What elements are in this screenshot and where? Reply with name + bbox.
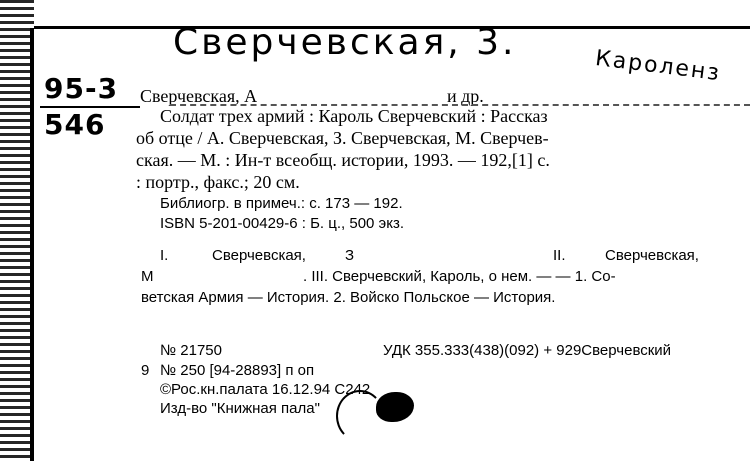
entry-heading-tail: и др.	[447, 86, 484, 106]
shelfmark-bottom: 546	[44, 108, 106, 141]
tracing-roman-2: II.	[553, 247, 566, 264]
record-number-2: № 250 [94-28893] п оп	[160, 362, 315, 379]
title-line-4: : портр., факс.; 20 см.	[136, 172, 300, 192]
entry-heading-name: Сверчевская, А	[140, 86, 258, 106]
book-chamber-stamp: ©Рос.кн.палата 16.12.94 C242	[160, 381, 371, 398]
tracing-name-2: Сверчевская,	[605, 247, 699, 264]
ink-ring-mark	[336, 390, 384, 442]
record-number-1: № 21750	[160, 342, 222, 359]
tracing-initial-2: М	[141, 268, 154, 285]
shelfmark-top: 95-3	[44, 72, 119, 105]
title-line-3: ская. — М. : Ин-т всеобщ. истории, 1993. — 192,[1] с.	[136, 150, 550, 170]
tracing-roman-1: I.	[160, 247, 169, 264]
ink-blot	[376, 392, 414, 422]
handwritten-heading: Сверчевская, 3.	[173, 22, 517, 63]
card-left-border	[30, 28, 34, 461]
title-line-2: об отце / А. Сверчевская, З. Сверчевская, М. Сверчев-	[136, 128, 549, 148]
notes-line-1: Библиогр. в примеч.: с. 173 — 192.	[160, 195, 403, 212]
tracing-initial-1: З	[345, 247, 355, 264]
title-line-1: Солдат трех армий : Кароль Сверчевский : Рассказ	[160, 106, 548, 126]
handwritten-note: Кароленз	[593, 46, 723, 87]
card-left-edge	[0, 0, 34, 461]
tracing-line-2: . III. Сверчевский, Кароль, о нем. — — 1. Со-	[303, 268, 616, 285]
tracing-line-3: ветская Армия — История. 2. Войско Польское — История.	[141, 289, 556, 306]
publisher-line: Изд-во "Книжная пала"	[160, 400, 320, 417]
udk-code: УДК 355.333(438)(092) + 929Сверчевский	[383, 342, 672, 359]
notes-line-2: ISBN 5-201-00429-6 : Б. ц., 500 экз.	[160, 215, 404, 232]
record-prefix: 9	[141, 362, 150, 379]
tracing-name-1: Сверчевская,	[212, 247, 306, 264]
